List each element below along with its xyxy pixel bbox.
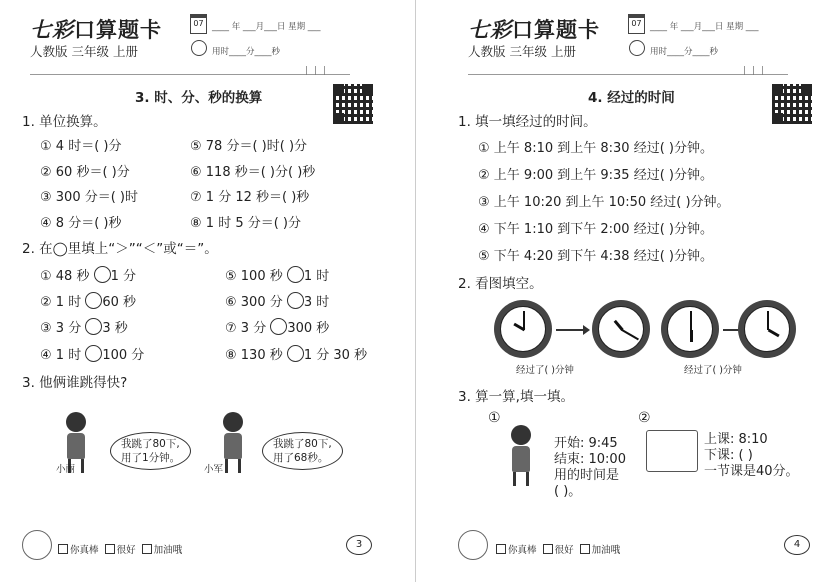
q2-item <box>225 344 367 363</box>
marker-2: ② <box>638 410 651 426</box>
minute-hand <box>690 311 692 330</box>
q1-item: ② 上午 9:00 到上午 9:35 经过( )分钟。 <box>478 168 713 183</box>
left-page <box>0 0 415 582</box>
question-2: 2. 在◯里填上“＞”“＜”或“＝”。 <box>22 241 218 257</box>
stopwatch-icon <box>629 40 645 56</box>
q2-item <box>40 344 144 363</box>
calendar-number: 07 <box>193 19 204 28</box>
q2-item <box>40 265 136 284</box>
duration-label: 用的时间是 <box>554 468 620 483</box>
date-line: ____ 年 ___月___日 星期 ___ <box>650 22 759 32</box>
q2-right: 1 分 <box>110 269 137 284</box>
q1-item: ④ 下午 1:10 到下午 2:00 经过( )分钟。 <box>478 222 713 237</box>
mascot-icon <box>458 530 488 560</box>
rating-label: 你真棒 <box>508 545 537 556</box>
section-title: 4. 经过的时间 <box>588 90 675 106</box>
boy-name: 小军 <box>204 464 224 475</box>
page-number: 4 <box>784 535 810 555</box>
student-desk-illustration <box>646 430 698 472</box>
calendar-number: 07 <box>631 19 642 28</box>
boy-illustration <box>223 412 243 473</box>
analog-clock <box>494 300 552 358</box>
rating-options <box>58 542 182 556</box>
q2-left: ① 48 秒 <box>40 269 90 284</box>
minute-hand <box>622 329 639 340</box>
end-time: 结束: 10:00 <box>554 452 626 467</box>
q2-right: 100 分 <box>102 348 145 363</box>
section-title: 3. 时、分、秒的换算 <box>135 90 263 106</box>
q1-item: ① 4 时＝( )分 <box>40 139 122 154</box>
right-page <box>416 0 831 582</box>
time-line: 用时____分____秒 <box>650 47 719 57</box>
q1-item: ⑤ 下午 4:20 到下午 4:38 经过( )分钟。 <box>478 249 713 264</box>
rating-checkbox[interactable] <box>142 544 152 554</box>
rating-checkbox[interactable] <box>543 544 553 554</box>
q2-left: ④ 1 时 <box>40 348 82 363</box>
q2-item <box>225 265 329 284</box>
compare-circle[interactable] <box>287 292 304 309</box>
speech-bubble-girl: 我跳了80下, 用了1分钟。 <box>110 432 191 470</box>
analog-clock <box>592 300 650 358</box>
rating-label: 很好 <box>554 545 574 556</box>
q2-right: 300 秒 <box>287 321 330 336</box>
q2-left: ⑦ 3 分 <box>225 321 267 336</box>
page-number: 3 <box>346 535 372 555</box>
edition-label: 人教版 三年级 上册 <box>30 44 138 59</box>
q1-item: ⑤ 78 分＝( )时( )分 <box>190 139 308 154</box>
q1-item: ④ 8 分＝( )秒 <box>40 216 122 231</box>
rating-checkbox[interactable] <box>105 544 115 554</box>
q2-left: ⑧ 130 秒 <box>225 348 283 363</box>
hour-hand <box>690 330 693 342</box>
q2-left: ② 1 时 <box>40 295 82 310</box>
rating-label: 加油哦 <box>591 545 621 556</box>
header-rule <box>30 74 350 75</box>
rating-options <box>496 542 620 556</box>
compare-circle[interactable] <box>287 266 304 283</box>
q2-right: 1 时 <box>303 269 330 284</box>
q2-right: 60 秒 <box>102 295 137 310</box>
compare-circle[interactable] <box>94 266 111 283</box>
q2-item <box>225 317 329 336</box>
compare-circle[interactable] <box>85 292 102 309</box>
q2-right: 3 秒 <box>102 321 128 336</box>
time-line: 用时____分____秒 <box>212 47 281 57</box>
q1-item: ② 60 秒＝( )分 <box>40 165 130 180</box>
minute-hand <box>767 311 769 330</box>
calendar-icon <box>628 14 645 34</box>
brand-header <box>468 14 600 44</box>
question-3: 3. 他俩谁跳得快? <box>22 375 128 391</box>
compare-circle[interactable] <box>270 318 287 335</box>
q2-item <box>40 291 136 310</box>
compare-circle[interactable] <box>287 345 304 362</box>
analog-clock <box>738 300 796 358</box>
qr-code <box>333 84 373 124</box>
q1-item: ⑧ 1 时 5 分＝( )分 <box>190 216 302 231</box>
brand-title: 口算题卡 <box>512 18 600 42</box>
qr-code <box>772 84 812 124</box>
question-3: 3. 算一算,填一填。 <box>458 389 574 405</box>
clock-caption: 经过了( )分钟 <box>684 365 742 376</box>
brand-title: 口算题卡 <box>74 18 162 42</box>
class-start: 上课: 8:10 <box>704 432 768 447</box>
brand-logo: 七彩 <box>468 17 512 42</box>
arrow-icon <box>556 329 588 331</box>
q1-item: ① 上午 8:10 到上午 8:30 经过( )分钟。 <box>478 141 713 156</box>
rating-label: 很好 <box>116 545 136 556</box>
question-2: 2. 看图填空。 <box>458 276 543 292</box>
marker-1: ① <box>488 410 501 426</box>
brand-header <box>30 14 162 44</box>
girl-name: 小丽 <box>56 464 76 475</box>
q2-item <box>225 291 329 310</box>
q2-left: ⑥ 300 分 <box>225 295 283 310</box>
rating-checkbox[interactable] <box>580 544 590 554</box>
compare-circle[interactable] <box>85 318 102 335</box>
rule-ticks: ||| <box>305 66 333 76</box>
rating-label: 加油哦 <box>153 545 183 556</box>
q1-item: ⑥ 118 秒＝( )分( )秒 <box>190 165 316 180</box>
question-1: 1. 填一填经过的时间。 <box>458 114 597 130</box>
clock-caption: 经过了( )分钟 <box>516 365 574 376</box>
speech-bubble-boy: 我跳了80下, 用了68秒。 <box>262 432 343 470</box>
calendar-icon <box>190 14 207 34</box>
boy-stretching-illustration <box>511 425 531 486</box>
q2-item <box>40 317 128 336</box>
q2-left: ⑤ 100 秒 <box>225 269 283 284</box>
q2-right: 1 分 30 秒 <box>303 348 368 363</box>
edition-label: 人教版 三年级 上册 <box>468 44 576 59</box>
q2-right: 3 时 <box>303 295 330 310</box>
q1-item: ③ 300 分＝( )时 <box>40 190 139 205</box>
analog-clock <box>661 300 719 358</box>
class-end: 下课: ( ) <box>704 448 753 463</box>
hour-hand <box>768 329 780 338</box>
duration-blank: ( )。 <box>554 484 582 499</box>
timing-block-1 <box>554 436 626 500</box>
compare-circle[interactable] <box>85 345 102 362</box>
header-rule <box>468 74 788 75</box>
q2-left: ③ 3 分 <box>40 321 82 336</box>
question-1: 1. 单位换算。 <box>22 114 107 130</box>
date-line: ____ 年 ___月___日 星期 ___ <box>212 22 321 32</box>
rating-checkbox[interactable] <box>496 544 506 554</box>
mascot-icon <box>22 530 52 560</box>
rule-ticks: ||| <box>743 66 771 76</box>
rating-label: 你真棒 <box>70 545 99 556</box>
stopwatch-icon <box>191 40 207 56</box>
brand-logo: 七彩 <box>30 17 74 42</box>
start-time: 开始: 9:45 <box>554 436 618 451</box>
hour-hand <box>614 320 624 331</box>
class-duration: 一节课是40分。 <box>704 464 799 479</box>
timing-block-2 <box>704 432 799 480</box>
q1-item: ⑦ 1 分 12 秒＝( )秒 <box>190 190 310 205</box>
rating-checkbox[interactable] <box>58 544 68 554</box>
q1-item: ③ 上午 10:20 到上午 10:50 经过( )分钟。 <box>478 195 730 210</box>
